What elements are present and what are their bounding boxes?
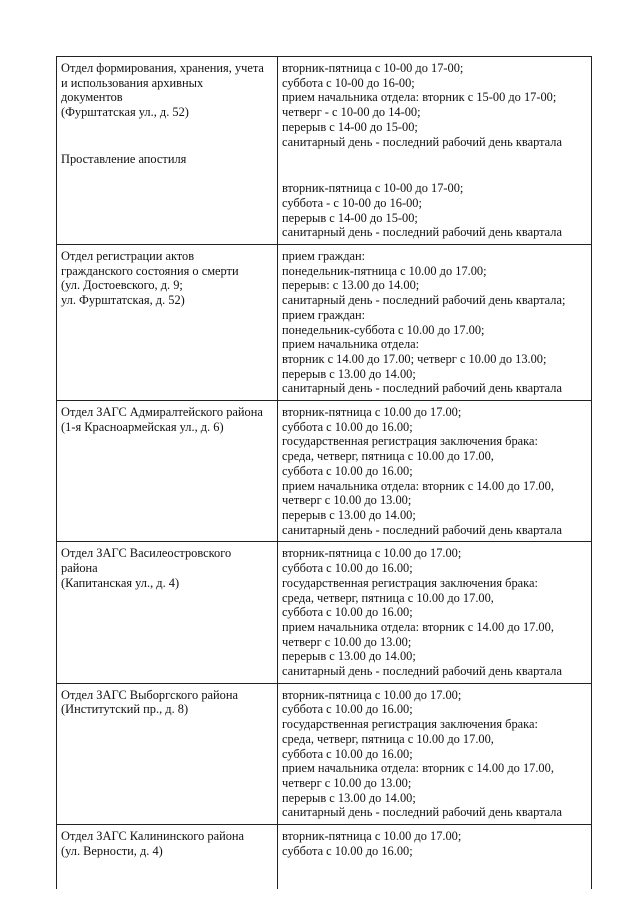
schedule-cell xyxy=(278,245,592,401)
department-line: района xyxy=(61,561,98,576)
schedule-line: суббота с 10.00 до 16.00; xyxy=(282,463,413,478)
department-line: Отдел ЗАГС Василеостровского xyxy=(61,546,232,561)
schedule-line: прием начальника отдела: вторник с 14.00 до 17.00, xyxy=(282,478,554,493)
table-row xyxy=(57,825,592,890)
department-line: Отдел формирования, хранения, учета xyxy=(61,61,264,75)
department-line: (1-я Красноармейская ул., д. 6) xyxy=(61,419,224,434)
department-line: Отдел ЗАГС Выборгского района xyxy=(61,687,238,702)
department-cell xyxy=(57,825,278,890)
schedule-cell xyxy=(278,683,592,824)
schedule-line: суббота с 10.00 до 16.00; xyxy=(282,419,413,434)
schedule-line: перерыв с 13.00 до 14.00; xyxy=(282,366,416,381)
table-row xyxy=(57,401,592,542)
schedule-line: прием начальника отдела: вторник с 15-00 до 17-00; xyxy=(282,90,557,105)
department-cell xyxy=(57,245,278,401)
schedule-line: прием начальника отдела: xyxy=(282,337,420,352)
schedule-line: государственная регистрация заключения брака: xyxy=(282,717,538,732)
schedule-line: вторник с 14.00 до 17.00; четверг с 10.00 до 13.00; xyxy=(282,351,547,366)
schedule-line: вторник-пятница с 10-00 до 17-00; xyxy=(282,61,464,75)
schedule-line: перерыв с 13.00 до 14.00; xyxy=(282,649,416,664)
schedule-line: санитарный день - последний рабочий день квартала xyxy=(282,522,562,537)
schedule-table xyxy=(56,56,592,889)
schedule-line: четверг с 10.00 до 13.00; xyxy=(282,493,412,508)
schedule-line: перерыв с 14-00 до 15-00; xyxy=(282,119,418,134)
schedule-line: вторник-пятница с 10.00 до 17.00; xyxy=(282,829,462,844)
sub-department-label: Проставление апостиля xyxy=(61,151,187,166)
department-line: гражданского состояния о смерти xyxy=(61,263,239,278)
schedule-line: перерыв с 13.00 до 14.00; xyxy=(282,507,416,522)
table-row xyxy=(57,542,592,683)
spacer xyxy=(61,120,274,152)
department-line: и использования архивных xyxy=(61,75,204,90)
sub-schedule-line: санитарный день - последний рабочий день квартала xyxy=(282,225,562,240)
schedule-line: среда, четверг, пятница с 10.00 до 17.00, xyxy=(282,449,494,464)
department-line: (Капитанская ул., д. 4) xyxy=(61,575,180,590)
schedule-line: санитарный день - последний рабочий день квартала xyxy=(282,805,562,820)
schedule-line: санитарный день - последний рабочий день квартала xyxy=(282,134,562,149)
department-line: Отдел ЗАГС Адмиралтейского района xyxy=(61,405,263,420)
schedule-line: среда, четверг, пятница с 10.00 до 17.00, xyxy=(282,731,494,746)
schedule-line: суббота с 10.00 до 16.00; xyxy=(282,843,413,858)
department-line: Отдел регистрации актов xyxy=(61,249,195,264)
department-line: (ул. Верности, д. 4) xyxy=(61,843,163,858)
schedule-line: санитарный день - последний рабочий день квартала xyxy=(282,664,562,679)
department-line: (Фурштатская ул., д. 52) xyxy=(61,105,189,120)
schedule-line: санитарный день - последний рабочий день квартала xyxy=(282,381,562,396)
schedule-line: суббота с 10-00 до 16-00; xyxy=(282,75,415,90)
schedule-cell xyxy=(278,825,592,890)
schedule-line: перерыв: с 13.00 до 14.00; xyxy=(282,278,420,293)
department-cell xyxy=(57,683,278,824)
schedule-line: понедельник-суббота с 10.00 до 17.00; xyxy=(282,322,485,337)
schedule-line: прием начальника отдела: вторник с 14.00 до 17.00, xyxy=(282,619,554,634)
department-line: документов xyxy=(61,90,123,105)
spacer xyxy=(282,149,588,181)
schedule-line: понедельник-пятница с 10.00 до 17.00; xyxy=(282,263,487,278)
sub-schedule-line: суббота - с 10-00 до 16-00; xyxy=(282,195,422,210)
schedule-line: государственная регистрация заключения брака: xyxy=(282,434,538,449)
department-line: (Институтский пр., д. 8) xyxy=(61,702,189,717)
department-cell xyxy=(57,57,278,245)
schedule-table-body xyxy=(57,57,592,890)
sub-schedule-line: перерыв с 14-00 до 15-00; xyxy=(282,210,418,225)
schedule-line: прием граждан: xyxy=(282,249,366,264)
schedule-line: вторник-пятница с 10.00 до 17.00; xyxy=(282,546,462,561)
schedule-line: суббота с 10.00 до 16.00; xyxy=(282,561,413,576)
schedule-line: суббота с 10.00 до 16.00; xyxy=(282,702,413,717)
schedule-line: перерыв с 13.00 до 14.00; xyxy=(282,790,416,805)
table-row xyxy=(57,245,592,401)
schedule-line: четверг - с 10-00 до 14-00; xyxy=(282,105,421,120)
schedule-cell xyxy=(278,401,592,542)
department-line: ул. Фурштатская, д. 52) xyxy=(61,293,185,308)
department-line: (ул. Достоевского, д. 9; xyxy=(61,278,183,293)
schedule-cell xyxy=(278,542,592,683)
department-cell xyxy=(57,542,278,683)
schedule-line: суббота с 10.00 до 16.00; xyxy=(282,605,413,620)
schedule-cell xyxy=(278,57,592,245)
department-cell xyxy=(57,401,278,542)
schedule-line: суббота с 10.00 до 16.00; xyxy=(282,746,413,761)
sub-schedule-line: вторник-пятница с 10-00 до 17-00; xyxy=(282,181,464,196)
schedule-line: среда, четверг, пятница с 10.00 до 17.00, xyxy=(282,590,494,605)
table-row xyxy=(57,57,592,245)
table-row xyxy=(57,683,592,824)
department-line: Отдел ЗАГС Калининского района xyxy=(61,829,245,844)
schedule-line: прием граждан: xyxy=(282,307,366,322)
schedule-line: вторник-пятница с 10.00 до 17.00; xyxy=(282,687,462,702)
schedule-line: вторник-пятница с 10.00 до 17.00; xyxy=(282,405,462,420)
schedule-line: четверг с 10.00 до 13.00; xyxy=(282,634,412,649)
schedule-line: государственная регистрация заключения брака: xyxy=(282,575,538,590)
schedule-line: прием начальника отдела: вторник с 14.00 до 17.00, xyxy=(282,761,554,776)
schedule-line: санитарный день - последний рабочий день квартала; xyxy=(282,293,566,308)
schedule-line: четверг с 10.00 до 13.00; xyxy=(282,775,412,790)
